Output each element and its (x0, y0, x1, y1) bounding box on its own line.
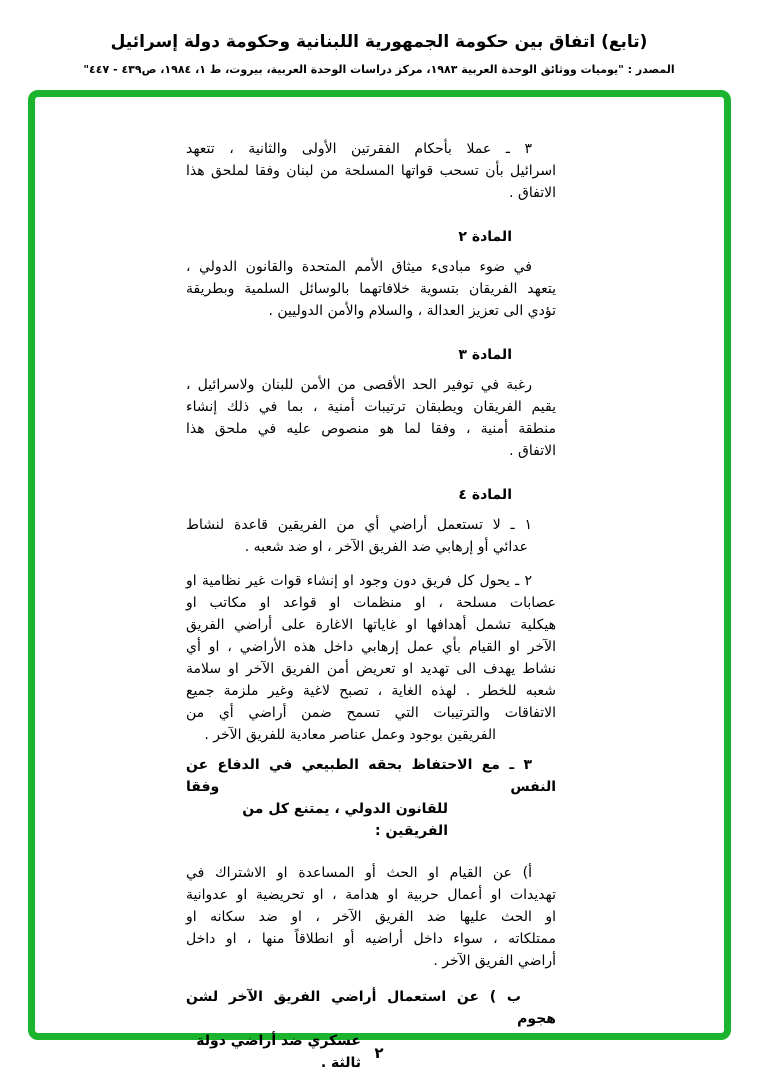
paragraph-line: او الحث عليها ضد الفريق الآخر ، او ضد سكانه او (186, 909, 556, 925)
paragraph-line: رغبة في توفير الحد الأقصى من الأمن للبنان ولاسرائيل ، (186, 377, 532, 393)
article-4-heading: المادة ٤ (458, 487, 512, 503)
paragraph-line: تؤدي الى تعزيز العدالة ، والسلام والأمن الدوليين . (268, 303, 556, 319)
paragraph-line: الاتفاق . (509, 185, 556, 201)
source-citation: المصدر : "يوميات ووثائق الوحدة العربية ١٩٨٣، مركز دراسات الوحدة العربية، بيروت، ط ١، ١٩٨٤، ص٤٣٩ - ٤٤٧" (83, 63, 675, 76)
paragraph-line: ممتلكاته ، سواء داخل أراضيه أو انطلاقاً منها ، او داخل (186, 931, 556, 947)
article-2-paragraph (186, 256, 556, 322)
document-body (186, 138, 556, 1074)
paragraph-line: عسكري ضد أراضي دولة ثالثة . (196, 1033, 361, 1071)
article-2-heading: المادة ٢ (458, 229, 512, 245)
paragraph-line: ٣ ـ مع الاحتفاظ بحقه الطبيعي في الدفاع عن النفس وفقا (186, 757, 556, 795)
paragraph-line: ١ ـ لا تستعمل أراضي أي من الفريقين قاعدة لنشاط (186, 517, 532, 533)
page-title: (تابع) اتفاق بين حكومة الجمهورية اللبنانية وحكومة دولة إسرائيل (110, 32, 648, 52)
article-4-item-a-paragraph (186, 862, 556, 972)
paragraph-line: يقيم الفريقان ويطبقان ترتيبات أمنية ، بما في ذلك إنشاء (186, 399, 556, 415)
paragraph-line: الآخر او القيام بأي عمل إرهابي داخل هذه الأراضي ، او أي (186, 639, 556, 655)
paragraph-line: ٢ ـ يحول كل فريق دون وجود او إنشاء قوات غير نظامية او (186, 573, 532, 589)
paragraph-line: تهديدات او أعمال حربية او هدامة ، او تحريضية او عدوانية (186, 887, 556, 903)
paragraph-line: يتعهد الفريقان بتسوية خلافاتهما بالوسائل السلمية وبطريقة (186, 281, 556, 297)
paragraph-line: الفريقين بوجود وعمل عناصر معادية للفريق الآخر . (204, 727, 496, 743)
paragraph-line: عصابات مسلحة ، او منظمات او قواعد او مكاتب او (186, 595, 556, 611)
paragraph-line: اسرائيل بأن تسحب قواتها المسلحة من لبنان وفقا لملحق هذا (186, 163, 556, 179)
paragraph-line: الاتفاق . (509, 443, 556, 459)
paragraph-line: أراضي الفريق الآخر . (433, 953, 556, 969)
paragraph-line: ٣ ـ عملا بأحكام الفقرتين الأولى والثانية ، تتعهد (186, 141, 532, 157)
paragraph-line: ب ) عن استعمال أراضي الفريق الآخر لشن هجوم (186, 989, 556, 1027)
paragraph-line: في ضوء مبادىء ميثاق الأمم المتحدة والقانون الدولي ، (186, 259, 532, 275)
article-4-item-2-paragraph (186, 570, 556, 746)
clause-3-continuation-paragraph (186, 138, 556, 204)
paragraph-line: أ) عن القيام او الحث أو المساعدة او الاشتراك في (186, 865, 532, 881)
paragraph-line: الاتفاقات والترتيبات التي تسمح ضمن أراضي أي من (186, 705, 556, 721)
paragraph-line: منطقة أمنية ، وفقا لما هو منصوص عليه في ملحق هذا (186, 421, 556, 437)
paragraph-line: نشاط يهدف الى تهديد او تعريض أمن الفريق الآخر او سلامة (186, 661, 556, 677)
paragraph-line: شعبه للخطر . لهذه الغاية ، تصبح لاغية وغير ملزمة جميع (186, 683, 556, 699)
article-3-heading: المادة ٣ (458, 347, 512, 363)
paragraph-line: للقانون الدولي ، يمتنع كل من الفريقين : (242, 801, 448, 839)
paragraph-line: عدائي أو إرهابي ضد الفريق الآخر ، او ضد شعبه . (244, 539, 528, 555)
article-4-item-3-paragraph (186, 754, 556, 842)
article-3-paragraph (186, 374, 556, 462)
page-number: ٢ (374, 1044, 384, 1062)
article-4-item-1-paragraph (186, 514, 556, 558)
paragraph-line: هيكلية تشمل أهدافها او غاياتها الاغارة على أراضي الفريق (186, 617, 556, 633)
